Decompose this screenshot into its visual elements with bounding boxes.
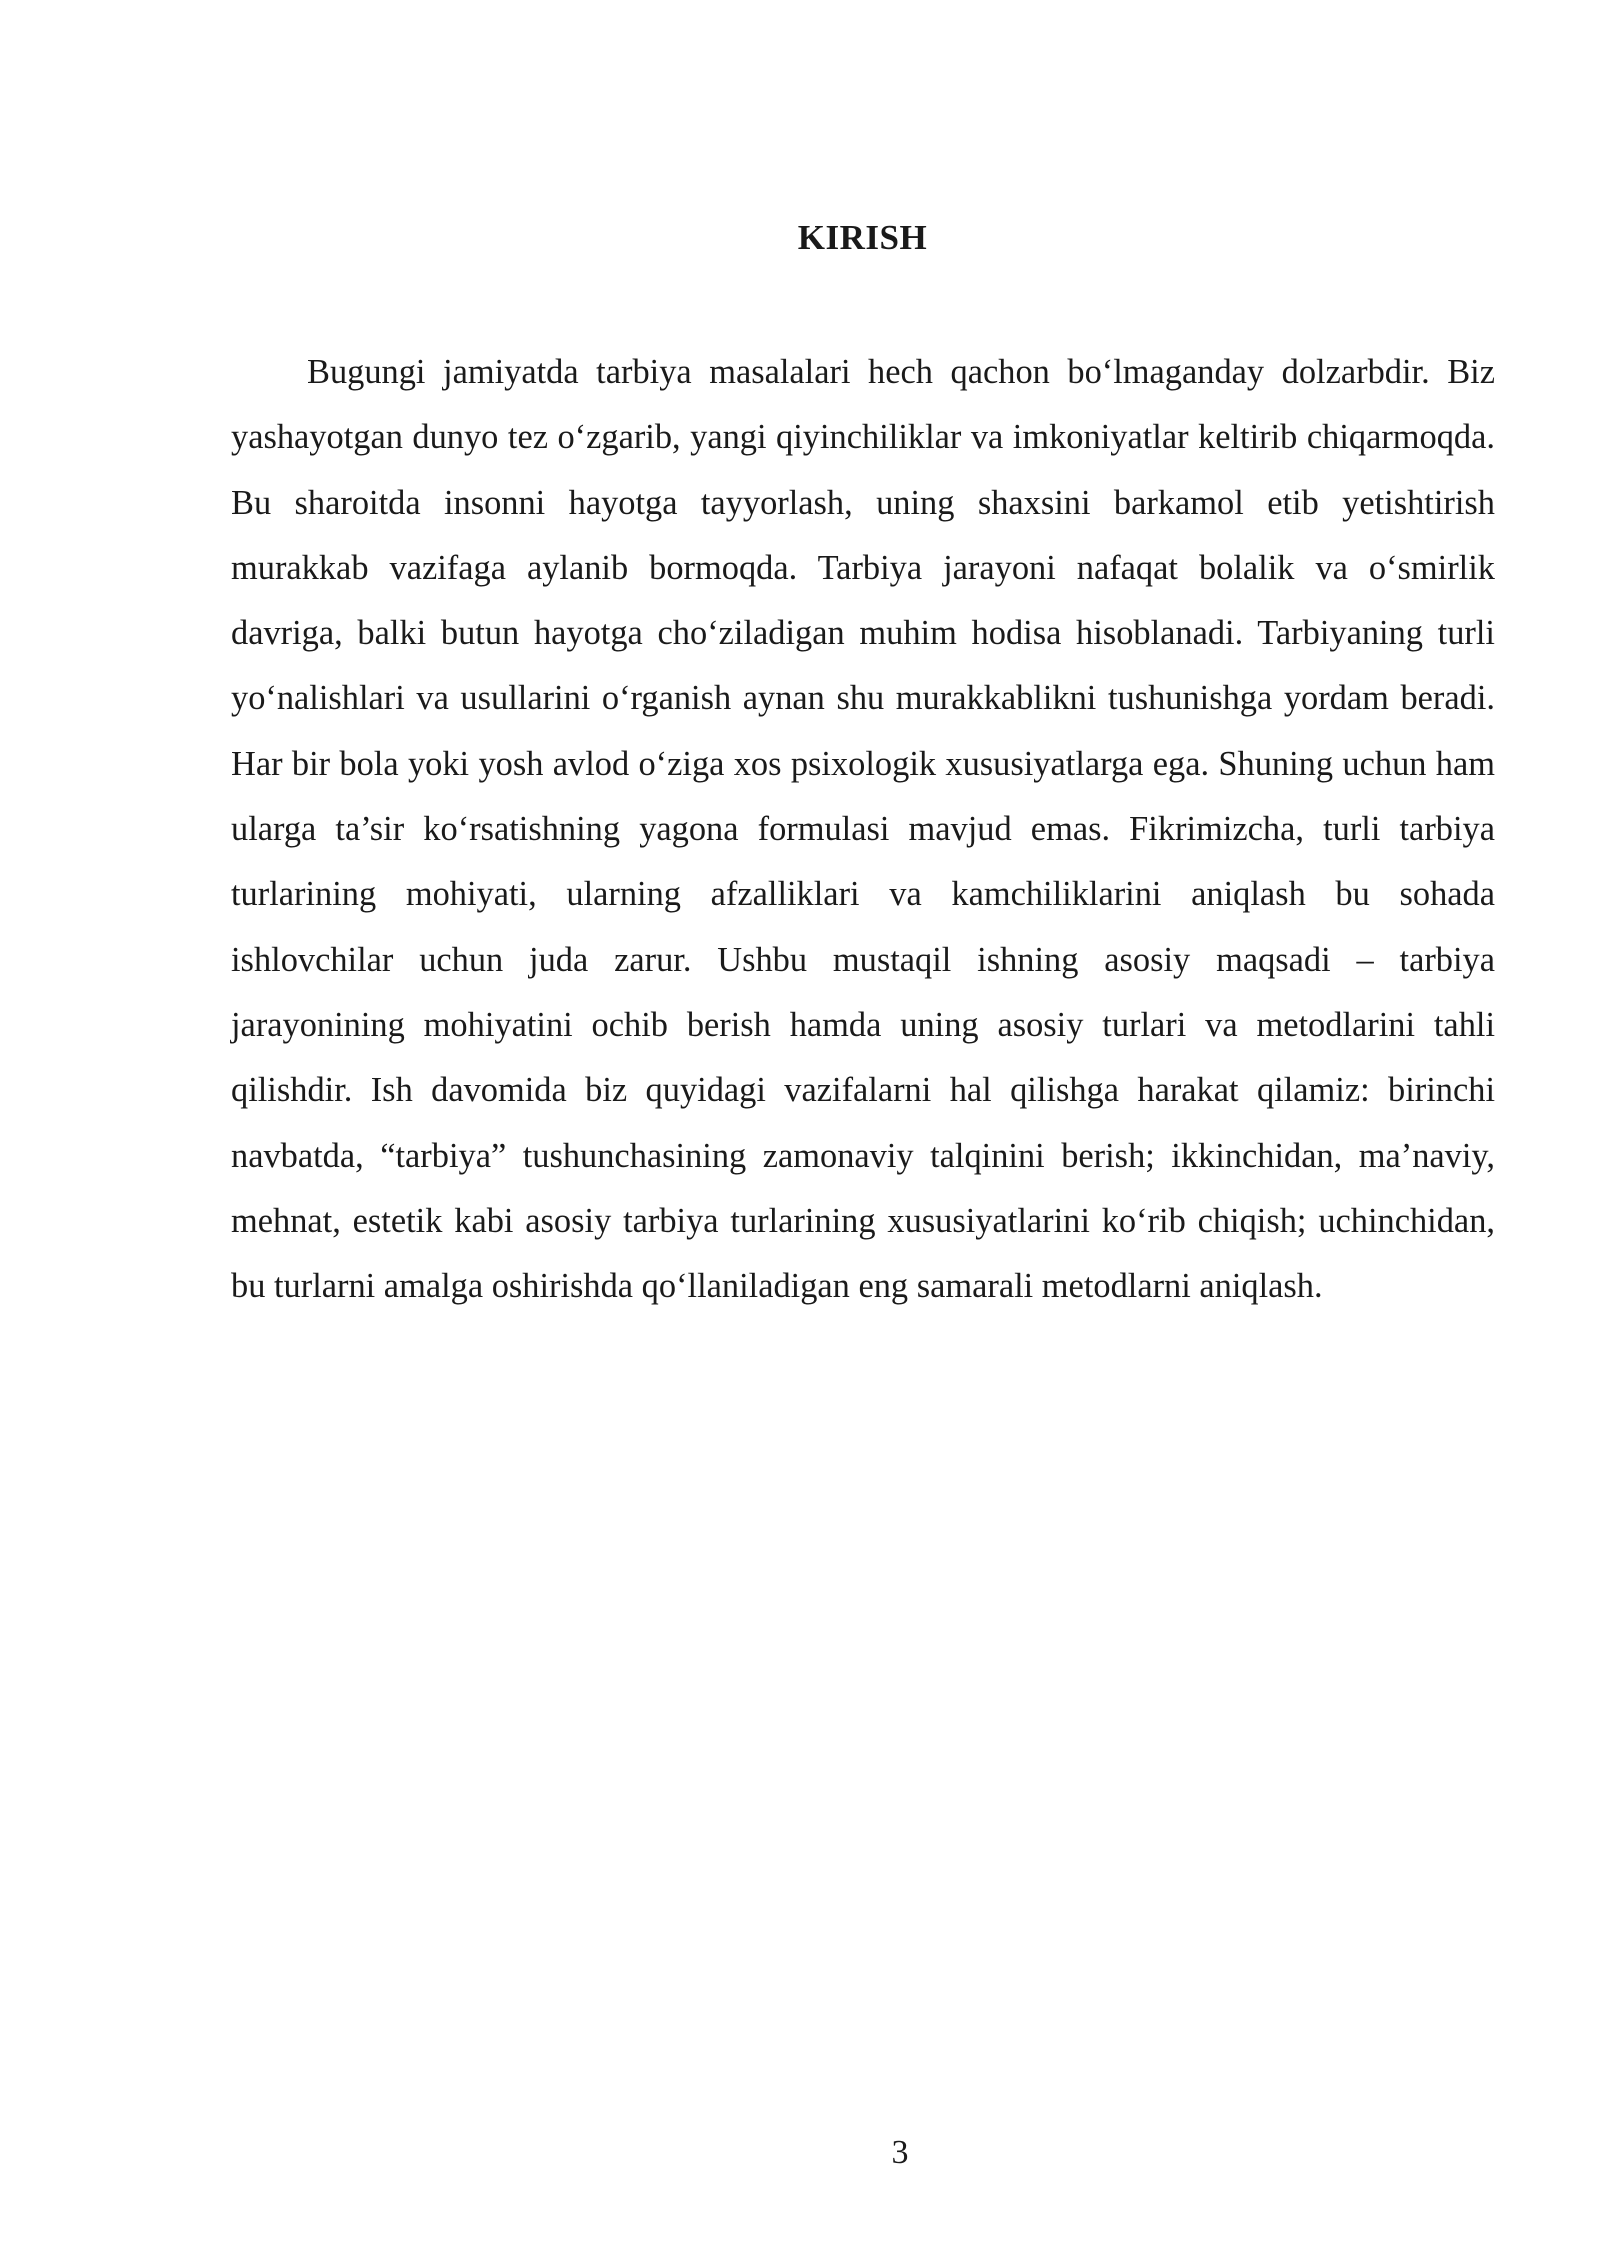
page-title: KIRISH [797,218,928,257]
body-paragraph: Bugungi jamiyatda tarbiya masalalari hech qachon bo‘lmaganday dolzarbdir. Biz yashayotgan dunyo tez o‘zgarib, yangi qiyinchiliklar va imkoniyatlar keltirib chiqarmoqda. Bu sharoitda insonni hayotga tayyorlash, uning shaxsini barkamol etib yetishtirish murakkab vazifaga aylanib bormoqda. Tarbiya jarayoni nafaqat bolalik va o‘smirlik davriga, balki butun hayotga cho‘ziladigan muhim hodisa hisoblanadi. Tarbiyaning turli yo‘nalishlari va usullarini o‘rganish aynan shu murakkablikni tushunishga yordam beradi. Har bir bola yoki yosh avlod o‘ziga xos psixologik xususiyatlarga ega. Shuning uchun ham ularga ta’sir ko‘rsatishning yagona formulasi mavjud emas. Fikrimizcha, turli tarbiya turlarining mohiyati, ularning afzalliklari va kamchiliklarini aniqlash bu sohada ishlovchilar uchun juda zarur. Ushbu mustaqil ishning asosiy maqsadi – tarbiya jarayonining mohiyatini ochib berish hamda uning asosiy turlari va metodlarini tahli qilishdir. Ish davomida biz quyidagi vazifalarni hal qilishga harakat qilamiz: birinchi navbatda, “tarbiya” tushunchasining zamonaviy talqinini berish; ikkinchidan, ma’naviy, mehnat, estetik kabi asosiy tarbiya turlarining xususiyatlarini ko‘rib chiqish; uchinchidan, bu turlarni amalga oshirishda qo‘llaniladigan eng samarali metodlarni aniqlash. [231,353,1495,1306]
page-number: 3 [891,2134,909,2171]
